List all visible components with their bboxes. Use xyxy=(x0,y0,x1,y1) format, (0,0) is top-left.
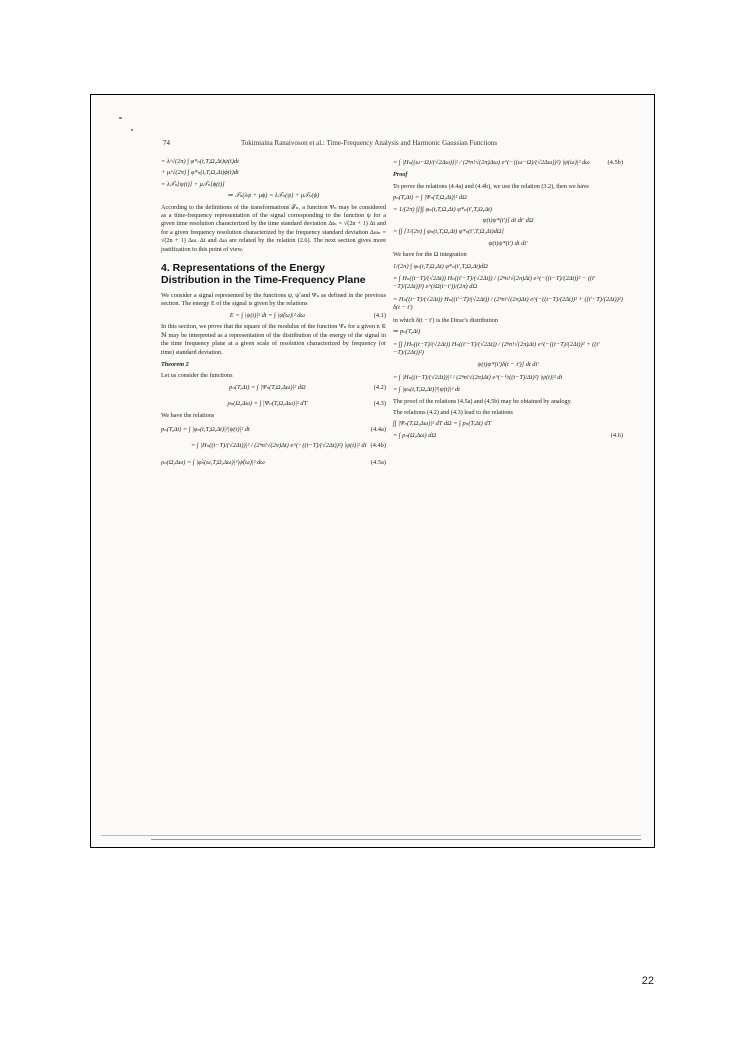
left-column xyxy=(161,155,386,470)
equation-number: (4.1) xyxy=(373,311,386,319)
equation: = ∫∫ [Hₙ((t−T)/(√2Δt)) Hₙ((t′−T)/(√2Δt)) / (2ⁿn!√(2π)Δt) e^(−((t−T)/(2Δt))² + ((t′−T)/(2Δt))²) xyxy=(393,340,600,356)
equation: = λ𝒯ₙ[ψ(t)] + μ𝒯ₙ[ϕ(t)] xyxy=(161,180,225,188)
equation-4-5b xyxy=(393,159,623,167)
running-title: Tokimiaina Ranaivoson et al.: Time-Frequency Analysis and Harmonic Gaussian Functions xyxy=(241,139,498,147)
equation: + μ/√(2π) ∫ φ*ₙ(t,T,Ω,Δt)ϕ(t)dt xyxy=(161,169,239,177)
equation: = ∫ |Hₙ((t−T)/(√2Δt))|² / (2ⁿn!√(2π)Δt) e^(−½((t−T)/Δt)²) |ψ(t)|² dt xyxy=(393,373,563,381)
scan-artifact-line xyxy=(101,835,641,836)
equation-4-1 xyxy=(161,312,386,320)
equation-body: pₙ(T,Δt) = ∫ |φₙ(t,T,Ω,Δt)|²|ψ(t)|² dt xyxy=(161,425,250,433)
equation: pₙ(T,Δt) = ∫ |Ψₙ(T,Ω,Δt)|² dΩ xyxy=(393,194,467,202)
equation-number: (4.5b) xyxy=(607,159,623,166)
equation-body: = ∫ ρₙ(Ω,Δω) dΩ xyxy=(393,431,437,439)
equation-number: (4.2) xyxy=(373,383,386,391)
equation-number: (4.4a) xyxy=(370,425,386,433)
paragraph: The relations (4.2) and (4.3) lead to the relations xyxy=(393,408,513,416)
equation-4-5a xyxy=(161,459,386,467)
equation-4-3 xyxy=(161,400,386,408)
paragraph: We have the relations xyxy=(161,411,215,419)
equation: = Hₙ((t−T)/(√2Δt)) Hₙ((t′−T)/(√2Δt)) / (2ⁿn!√(2π)Δt) e^(−((t−T)/(2Δt))² + ((t′−T)/(2Δt))²) δ(t − t′) xyxy=(393,295,623,312)
equation-4-6 xyxy=(393,432,623,440)
paragraph: Let us consider the functions xyxy=(161,372,233,380)
equation-body: = ∫ |Hₙ((t−T)/(√2Δt))|² / (2ⁿn!√(2π)Δt) e^(−((t−T)/(√2Δt))²) |ψ(t)|² dt xyxy=(191,442,367,450)
journal-page-number: 74 xyxy=(163,139,170,147)
equation: = 1/(2π) ∫[∫∫ φₙ(t,T,Ω,Δt) φ*ₙ(t′,T,Ω,Δt) xyxy=(393,205,493,213)
scanned-page xyxy=(90,94,655,848)
section-title: 4. Representations of the Energy Distribution in the Time-Frequency Plane xyxy=(161,262,366,287)
equation: ∫∫ |Ψₙ(T,Ω,Δω)|² dT dΩ = ∫ pₙ(T,Δt) dT xyxy=(393,420,492,428)
equation-4-4b xyxy=(161,442,386,450)
equation-body: ρₙ(Ω,Δω) = ∫ |φ̃ₙ(ω,T,Ω,Δω)|²|ψ̃(ω)|² dω xyxy=(161,458,265,466)
equation-4-4a xyxy=(161,426,386,434)
equation-number: (4.4b) xyxy=(370,442,386,450)
equation-4-2 xyxy=(161,384,386,392)
equation: = ∫ |φₙ(t,T,Ω,Δt)|²|ψ(t)|² dt xyxy=(393,386,460,394)
equation: ⇒ pₙ(T,Δt) xyxy=(393,328,421,336)
paragraph: To prove the relations (4.4a) and (4.4b), we use the relation (3.2), then we have xyxy=(393,182,589,190)
paragraph: The proof of the relations (4.5a) and (4.5b) may be obtained by analogy. xyxy=(393,397,572,405)
paragraph: We consider a signal represented by the functions ψ, ψ̃ and Ψₙ as defined in the previous section. The energy E of the signal is given by the relations xyxy=(161,292,386,308)
equation: = λ/√(2π) ∫ φ*ₙ(t,T,Ω,Δt)ψ(t)dt xyxy=(161,158,239,165)
scan-speck xyxy=(119,117,122,119)
equation: = ∫ Hₙ((t−T)/(√2Δt)) Hₙ((t′−T)/(√2Δt)) / (2ⁿn!√(2π)Δt) e^(−((t−T)/(2Δt))² − ((t′−T)/(2Δt))²) e^(iΩ(t−t′))/(2π) dΩ xyxy=(393,275,596,291)
page-number: 22 xyxy=(641,975,654,987)
equation: 1/(2π) ∫ φₙ(t,T,Ω,Δt) φ*ₙ(t′,T,Ω,Δt)dΩ xyxy=(393,262,488,270)
equation-body: pₙ(T,Δt) = ∫ |Ψₙ(T,Ω,Δω)|² dΩ xyxy=(229,383,306,391)
equation-body: E = ∫ |ψ(t)|² dt = ∫ |ψ̃(ω)|² dω xyxy=(229,311,305,319)
equation: = ∫∫ [1/(2π) ∫ φₙ(t,T,Ω,Δt) φ*ₙ(t′,T,Ω,Δt)dΩ] xyxy=(393,228,504,236)
paragraph: According to the definitions of the transformations 𝒯ₙ, a function Ψₙ may be considered as a time-frequency representation of the signal corresponding to the function ψ for a given time resolution characterized by the time standard deviation Δtₙ = √(2n + 1) Δt and for a given frequency resolution characterized by the frequency standard deviation Δωₙ = √(2n + 1) Δω. Δt and Δω are related by the relation (2.6). The next section gives more justification to this point of view. xyxy=(161,203,386,253)
scan-speck xyxy=(131,129,133,131)
theorem-label: Theorem 2 xyxy=(161,360,189,368)
scan-artifact-line xyxy=(151,839,641,840)
equation: ψ(t)ψ*(t′)] dt dt′ dΩ xyxy=(482,217,534,225)
equation-body: ρₙ(Ω,Δω) = ∫ |Ψₙ(T,Ω,Δω)|² dT xyxy=(227,400,308,408)
equation-body: = ∫ |Hₙ((ω−Ω)/(√2Δω))|² / (2ⁿn!√(2π)Δω) e^(−((ω−Ω)/(√2Δω))²) |ψ(ω)|² dω xyxy=(393,159,590,166)
equation-number: (4.5a) xyxy=(370,458,386,466)
equation: ψ(t)ψ*(t′)δ(t − t′)] dt dt′ xyxy=(477,361,539,369)
paragraph: We have for the Ω integration xyxy=(393,251,467,259)
equation-number: (4.6) xyxy=(610,431,623,439)
equation-number: (4.3) xyxy=(373,400,386,408)
paragraph: in which δ(t − t′) is the Dirac's distribution xyxy=(393,316,499,324)
proof-label: Proof xyxy=(393,171,408,179)
equation: ⇒ 𝒯ₙ(λψ + μϕ) = λ𝒯ₙ(ψ) + μ𝒯ₙ(ϕ) xyxy=(227,192,320,200)
right-column xyxy=(393,155,623,443)
equation: ψ(t)ψ*(t′) dt dt′ xyxy=(488,239,528,247)
paragraph: In this section, we prove that the square of the modulus of the function Ψₙ for a given n ∈ ℕ may be interpreted as a representation of the distribution of the energy of the signal in the time frequency plane at a given scale of resolution characterized by frequency (or time) standard deviation. xyxy=(161,323,386,356)
